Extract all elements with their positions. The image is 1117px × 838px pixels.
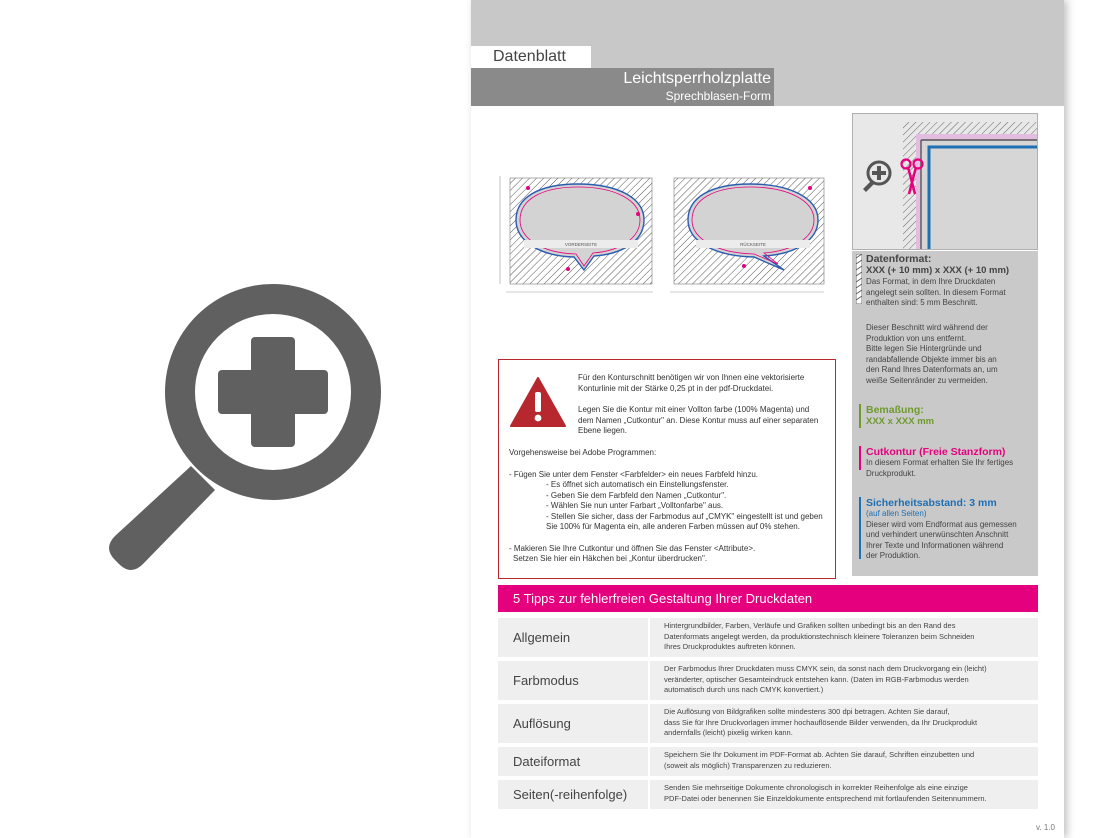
tip-line: andernfalls (leicht) pixelig wirken kann. (664, 728, 793, 737)
technical-drawing (498, 174, 830, 298)
tip-row-general (498, 618, 1038, 657)
bleed-text-5: den Rand Ihres Datenformats an, um (866, 365, 998, 374)
product-subtitle: Sprechblasen-Form (665, 89, 771, 103)
doc-type-tag: Datenblatt (471, 46, 591, 68)
procedure-section (509, 448, 829, 565)
cut-text-1: In diesem Format erhalten Sie Ihr fertiges (866, 458, 1014, 467)
version-label: v. 1.0 (1036, 823, 1055, 832)
procedure-step-2-line-2: Setzen Sie hier ein Häkchen bei „Kontur überdrucken". (513, 554, 708, 563)
tip-line: Ihres Druckproduktes auftreten können. (664, 642, 796, 651)
tip-line: automatisch durch uns nach CMYK konvertiert.) (664, 685, 824, 694)
tip-row-file-format (498, 747, 1038, 776)
tip-label: Seiten(-reihenfolge) (513, 787, 628, 802)
corner-detail (852, 113, 1038, 250)
warning-paragraph-2 (578, 405, 828, 437)
format-text-2: angelegt sein sollten. In diesem Format (866, 287, 1006, 297)
format-section (866, 253, 1009, 309)
procedure-substep-2: - Geben Sie dem Farbfeld den Namen „Cutkontur". (546, 490, 727, 500)
tip-text (664, 783, 1034, 804)
warning-p2-line-3: Ebene liegen. (578, 426, 627, 435)
tip-line: Die Auflösung von Bildgrafiken sollte mindestens 300 dpi betragen. Achten Sie darauf, (664, 707, 950, 716)
tip-line: PDF-Datei oder benennen Sie Einzeldokumente entsprechend mit fortlaufenden Seitennummern. (664, 793, 987, 803)
bleed-text-1: Dieser Beschnitt wird während der (866, 323, 988, 332)
procedure-substep-5: Sie 100% für Magenta ein, alle anderen Farben müssen auf 0% stehen. (546, 522, 800, 531)
tip-line: Senden Sie mehrseitige Dokumente chronologisch in korrekter Reihenfolge als eine einzige (664, 783, 968, 792)
cut-text-2: Druckprodukt. (866, 468, 916, 478)
tip-label: Dateiformat (513, 754, 581, 769)
tip-line: Speichern Sie Ihr Dokument im PDF-Format ab. Achten Sie darauf, Schriften einzubetten und (664, 750, 975, 759)
tip-text (664, 664, 1034, 696)
datasheet-page (471, 0, 1064, 838)
safety-section (866, 497, 1017, 562)
tip-row-color-mode (498, 661, 1038, 700)
safety-sub: (auf allen Seiten) (866, 509, 927, 518)
cut-bar (859, 446, 861, 470)
safety-text-1: Dieser wird vom Endformat aus gemessen (866, 519, 1017, 529)
drawing-front (500, 176, 653, 292)
product-title: Leichtsperrholzplatte (623, 70, 771, 87)
tip-divider (648, 780, 650, 809)
bleed-text-2: Produktion von uns entfernt. (866, 333, 967, 343)
measure-title: Bemaßung: (866, 404, 924, 416)
tip-line: Datenformats angelegt werden, da produktionstechnisch kleinere Toleranzen beim Schneiden (664, 631, 975, 641)
format-title: Datenformat: (866, 253, 932, 265)
safety-text-3: Ihrer Texte und Informationen während (866, 540, 1004, 550)
tip-label: Auflösung (513, 716, 571, 731)
measure-section (866, 404, 934, 428)
safety-bar (859, 497, 861, 559)
warning-box (498, 359, 836, 579)
bleed-text-4: randabfallende Objekte immer bis an (866, 354, 997, 364)
warning-paragraph-1 (578, 373, 828, 394)
tip-row-page-order (498, 780, 1038, 809)
tip-line: Hintergrundbilder, Farben, Verläufe und Grafiken sollten unbedingt bis an den Rand des (664, 621, 956, 630)
format-text-3: enthalten sind: 5 mm Beschnitt. (866, 298, 978, 307)
safety-title: Sicherheitsabstand: 3 mm (866, 497, 997, 509)
tip-divider (648, 704, 650, 743)
procedure-step-2-line-1: - Makieren Sie Ihre Cutkontur und öffnen Sie das Fenster <Attribute>. (509, 543, 756, 553)
procedure-substep-4: - Stellen Sie sicher, dass der Farbmodus auf „CMYK" eingestellt ist und geben (546, 511, 823, 521)
back-label: RÜCKSEITE (740, 242, 766, 247)
tip-line: dass Sie für Ihre Druckvorlagen immer hochauflösende Bilder verwenden, da Ihr Druckprodukt (664, 717, 978, 727)
tip-line: Der Farbmodus Ihrer Druckdaten muss CMYK sein, da sonst nach dem Druckvorgang ein (leicht) (664, 664, 987, 673)
procedure-title: Vorgehensweise bei Adobe Programmen: (509, 448, 657, 457)
bleed-info (866, 323, 998, 386)
procedure-substep-3: - Wählen Sie nun unter Farbart „Volltonfarbe" aus. (546, 501, 724, 510)
format-text-1: Das Format, in dem Ihre Druckdaten (866, 277, 996, 286)
tip-label: Allgemein (513, 630, 571, 645)
tip-text (664, 750, 1034, 771)
procedure-substep-1: - Es öffnet sich automatisch ein Einstellungsfenster. (546, 480, 729, 489)
zoom-in-icon[interactable] (95, 270, 395, 580)
procedure-step-1: - Fügen Sie unter dem Fenster <Farbfelder> ein neues Farbfeld hinzu. (509, 469, 759, 479)
cut-section (866, 446, 1013, 479)
hatch-marker (856, 254, 862, 304)
front-label: VORDERSEITE (564, 242, 598, 247)
bleed-text-6: weiße Seitenränder zu vermeiden. (866, 375, 988, 385)
safety-text-4: der Produktion. (866, 551, 921, 560)
drawing-back (670, 178, 824, 292)
warning-p1-line-1: Für den Konturschnitt benötigen wir von Ihnen eine vektorisierte (578, 373, 805, 382)
scissors-icon (900, 158, 924, 196)
measure-size: XXX x XXX mm (866, 416, 935, 427)
warning-p2-line-1: Legen Sie die Kontur mit einer Vollton farbe (100% Magenta) und (578, 405, 810, 414)
format-size: XXX (+ 10 mm) x XXX (+ 10 mm) (866, 265, 1010, 276)
tip-text (664, 621, 1034, 653)
tip-line: veränderter, optischer Gesamteindruck entstehen kann. (Daten im RGB-Farbmodus werden (664, 674, 969, 684)
tip-line: (soweit als möglich) Transparenzen zu reduzieren. (664, 760, 832, 770)
measure-bar (859, 404, 861, 428)
warning-p1-line-2: Konturlinie mit der Stärke 0,25 pt in der pdf-Druckdatei. (578, 383, 774, 393)
zoom-small-icon (861, 158, 895, 194)
tip-row-resolution (498, 704, 1038, 743)
cut-title: Cutkontur (Freie Stanzform) (866, 446, 1006, 458)
tips-title: 5 Tipps zur fehlerfreien Gestaltung Ihrer Druckdaten (498, 585, 1038, 612)
tip-divider (648, 747, 650, 776)
tip-divider (648, 661, 650, 700)
spec-panel (852, 251, 1038, 576)
bleed-text-3: Bitte legen Sie Hintergründe und (866, 344, 982, 353)
warning-p2-line-2: dem Namen „Cutkontur" an. Diese Kontur muss auf einer separaten (578, 415, 819, 425)
tip-label: Farbmodus (513, 673, 579, 688)
warning-icon (509, 376, 567, 428)
tip-divider (648, 618, 650, 657)
safety-text-2: und verhindert unerwünschten Anschnitt (866, 530, 1009, 539)
title-bar (471, 68, 774, 106)
tip-text (664, 707, 1034, 739)
